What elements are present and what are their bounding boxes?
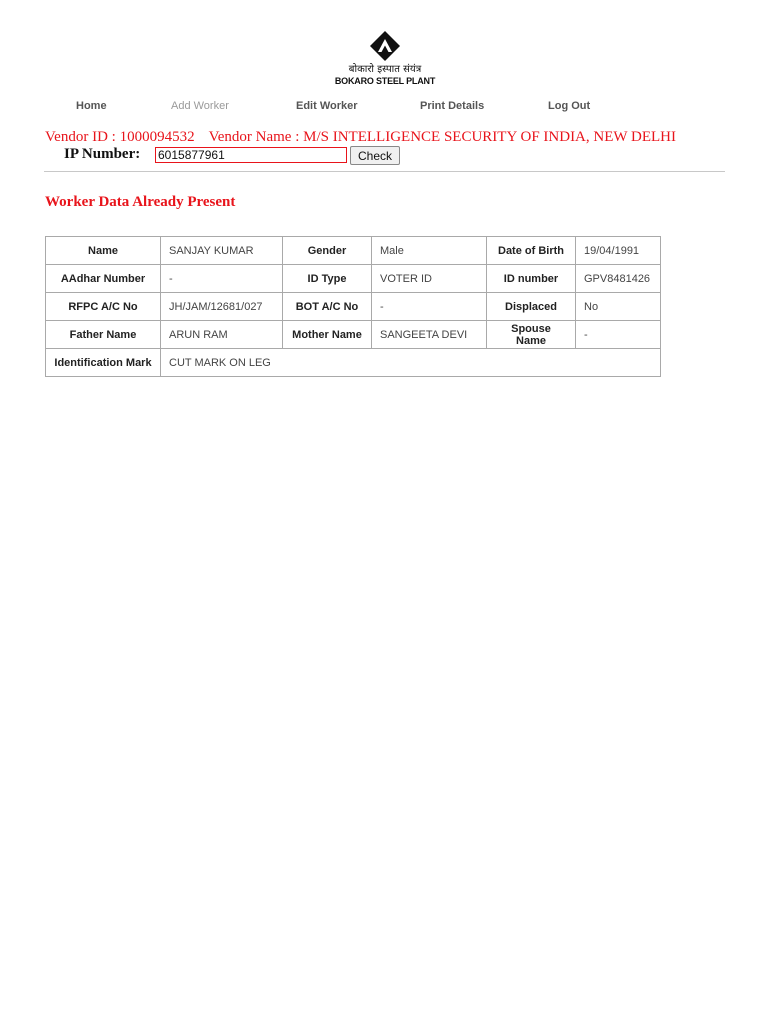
- mother-value: SANGEETA DEVI: [372, 321, 487, 349]
- mother-label: Mother Name: [283, 321, 372, 349]
- logo-english-text: BOKARO STEEL PLANT: [334, 76, 436, 86]
- bokaro-steel-plant-logo: [330, 30, 440, 96]
- status-message: Worker Data Already Present: [45, 194, 236, 210]
- rfpc-value: JH/JAM/12681/027: [161, 293, 283, 321]
- worker-details-table: [45, 236, 661, 377]
- nav-home[interactable]: Home: [76, 100, 107, 112]
- ip-number-label: IP Number:: [64, 146, 141, 162]
- nav-log-out[interactable]: Log Out: [548, 100, 591, 112]
- gender-label: Gender: [283, 237, 372, 265]
- bot-value: -: [372, 293, 487, 321]
- table-row: [46, 237, 661, 265]
- gender-value: Male: [372, 237, 487, 265]
- dob-label: Date of Birth: [487, 237, 576, 265]
- nav-edit-worker[interactable]: Edit Worker: [296, 100, 358, 112]
- idmark-value: CUT MARK ON LEG: [161, 349, 661, 377]
- vendor-id: Vendor ID : 1000094532: [45, 129, 195, 145]
- name-label: Name: [46, 237, 161, 265]
- father-label: Father Name: [46, 321, 161, 349]
- top-navigation: [0, 100, 768, 116]
- nav-add-worker: Add Worker: [171, 100, 229, 112]
- aadhar-value: -: [161, 265, 283, 293]
- check-button[interactable]: Check: [350, 146, 400, 165]
- name-value: SANJAY KUMAR: [161, 237, 283, 265]
- table-row: [46, 349, 661, 377]
- idtype-value: VOTER ID: [372, 265, 487, 293]
- spouse-value: -: [576, 321, 661, 349]
- vendor-info: [45, 129, 676, 146]
- idtype-label: ID Type: [283, 265, 372, 293]
- idnumber-label: ID number: [487, 265, 576, 293]
- spouse-label: Spouse Name: [487, 321, 576, 349]
- idmark-label: Identification Mark: [46, 349, 161, 377]
- ip-number-input[interactable]: [155, 147, 347, 163]
- table-row: [46, 321, 661, 349]
- displaced-label: Displaced: [487, 293, 576, 321]
- sail-logo-icon: [369, 30, 401, 62]
- bot-label: BOT A/C No: [283, 293, 372, 321]
- nav-print-details[interactable]: Print Details: [420, 100, 485, 112]
- table-row: [46, 293, 661, 321]
- dob-value: 19/04/1991: [576, 237, 661, 265]
- father-value: ARUN RAM: [161, 321, 283, 349]
- logo-hindi-text: बोकारो इस्पात संयंत्र: [348, 64, 422, 75]
- rfpc-label: RFPC A/C No: [46, 293, 161, 321]
- vendor-name: Vendor Name : M/S INTELLIGENCE SECURITY OF INDIA, NEW DELHI: [208, 129, 677, 145]
- divider: [44, 171, 725, 172]
- displaced-value: No: [576, 293, 661, 321]
- idnumber-value: GPV8481426: [576, 265, 661, 293]
- table-row: [46, 265, 661, 293]
- aadhar-label: AAdhar Number: [46, 265, 161, 293]
